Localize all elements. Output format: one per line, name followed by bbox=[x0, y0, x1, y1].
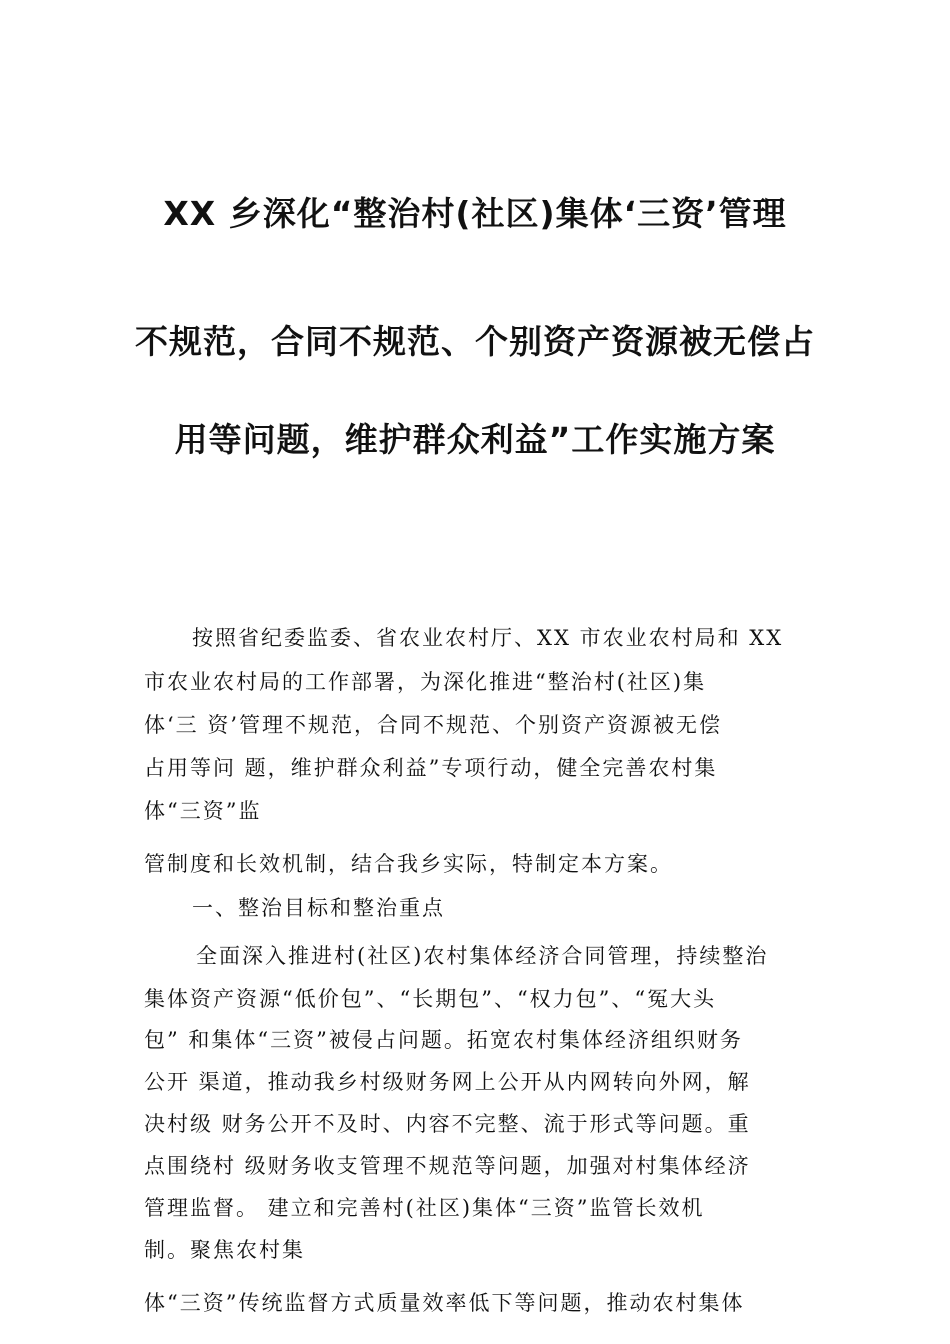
paragraph-line: 占用等问 题，维护群众利益”专项行动，健全完善农村集 bbox=[144, 756, 718, 780]
paragraph-line: 包” 和集体“三资”被侵占问题。拓宽农村集体经济组织财务 bbox=[144, 1028, 743, 1052]
paragraph-line: 体‘三 资’管理不规范，合同不规范、个别资产资源被无偿 bbox=[144, 713, 723, 737]
paragraph-line: 集体资产资源“低价包”、“长期包”、“权力包”、“冤大头 bbox=[144, 987, 717, 1011]
paragraph-line: 市农业农村局的工作部署，为深化推进“整治村(社区)集 bbox=[144, 670, 707, 694]
paragraph-line: 体“三资”传统监督方式质量效率低下等问题，推动农村集体 bbox=[144, 1291, 745, 1315]
paragraph-line: 决村级 财务公开不及时、内容不完整、流于形式等问题。重 bbox=[144, 1112, 751, 1136]
paragraph-line: 管理监督。 建立和完善村(社区)集体“三资”监管长效机 bbox=[144, 1196, 705, 1220]
paragraph-line: 点围绕村 级财务收支管理不规范等问题，加强对村集体经济 bbox=[144, 1154, 751, 1178]
paragraph-line: 管制度和长效机制，结合我乡实际，特制定本方案。 bbox=[144, 852, 673, 876]
document-title-line-2: 不规范，合同不规范、个别资产资源被无偿占 bbox=[135, 322, 815, 361]
paragraph-line: 制。聚焦农村集 bbox=[144, 1238, 305, 1262]
section-heading: 一、整治目标和整治重点 bbox=[192, 896, 445, 920]
paragraph-line: 按照省纪委监委、省农业农村厅、XX 市农业农村局和 XX bbox=[192, 626, 784, 650]
paragraph-line: 全面深入推进村(社区)农村集体经济合同管理，持续整治 bbox=[196, 944, 769, 968]
document-title-line-1: XX 乡深化“整治村(社区)集体‘三资’管理 bbox=[163, 194, 787, 233]
document-title-line-3: 用等问题，维护群众利益”工作实施方案 bbox=[174, 420, 776, 459]
paragraph-line: 公开 渠道，推动我乡村级财务网上公开从内网转向外网，解 bbox=[144, 1070, 751, 1094]
paragraph-line: 体“三资”监 bbox=[144, 799, 262, 823]
